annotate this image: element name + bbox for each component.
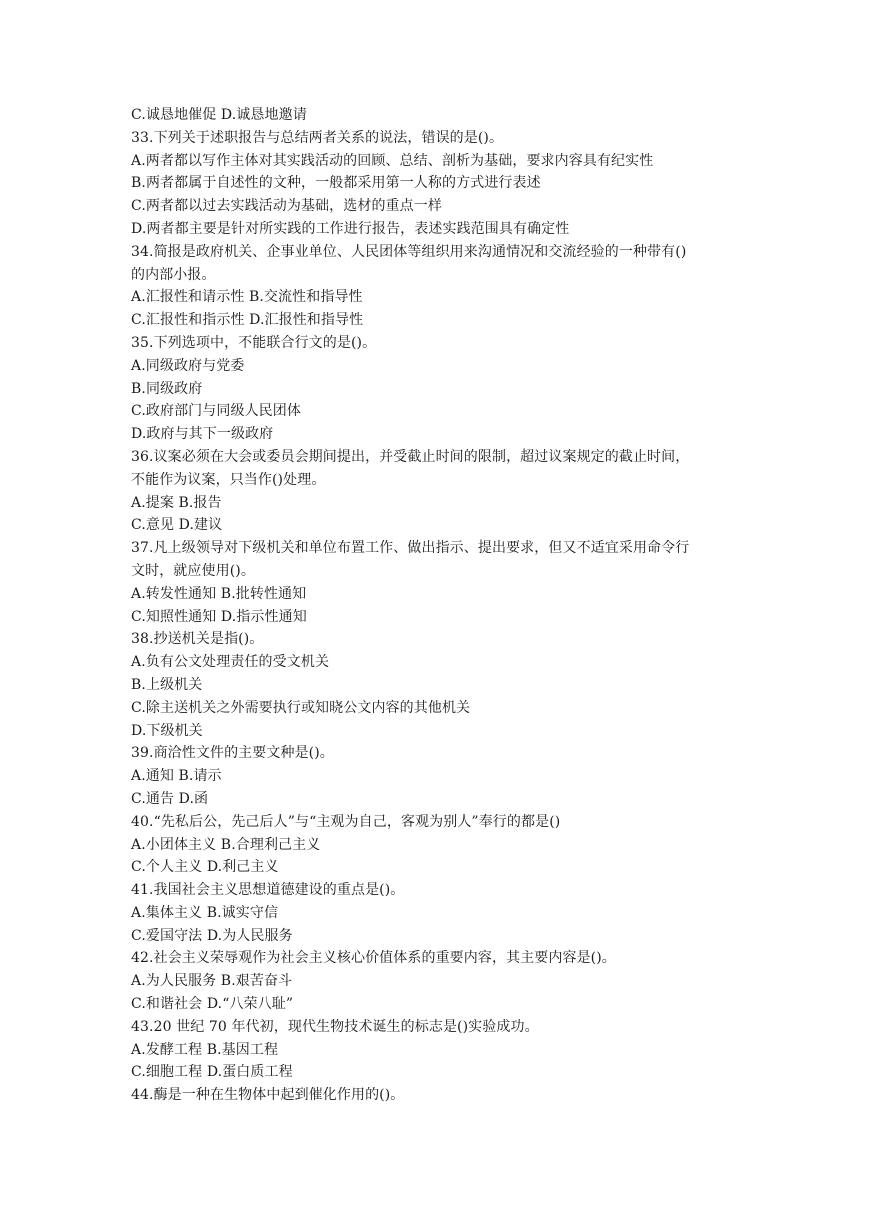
text-line: 38.抄送机关是指()。 [131,631,264,648]
text-line: B.同级政府 [131,380,203,397]
text-line: 35.下列选项中，不能联合行文的是()。 [131,334,377,351]
text-line: A.发酵工程 B.基因工程 [131,1041,279,1058]
text-line: 41.我国社会主义思想道德建设的重点是()。 [131,882,405,899]
text-line: 34.简报是政府机关、企事业单位、人民团体等组织用来沟通情况和交流经验的一种带有() [131,243,687,260]
text-line: A.提案 B.报告 [131,494,222,511]
text-line: A.两者都以写作主体对其实践活动的回顾、总结、剖析为基础，要求内容具有纪实性 [131,152,654,169]
text-line: D.政府与其下一级政府 [131,426,274,443]
text-line: A.集体主义 B.诚实守信 [131,904,279,921]
text-line: A.通知 B.请示 [131,768,222,785]
text-line: C.汇报性和指示性 D.汇报性和指导性 [131,312,364,329]
text-line: D.两者都主要是针对所实践的工作进行报告，表述实践范围具有确定性 [131,220,570,237]
text-line: 不能作为议案，只当作()处理。 [131,471,326,488]
text-line: A.小团体主义 B.合理利己主义 [131,836,321,853]
text-line: A.汇报性和请示性 B.交流性和指导性 [131,289,363,306]
text-line: C.通告 D.函 [131,790,209,807]
text-line: C.政府部门与同级人民团体 [131,403,301,420]
text-line: C.意见 D.建议 [131,517,223,534]
text-line: 43.20 世纪 70 年代初，现代生物技术诞生的标志是()实验成功。 [131,1018,539,1035]
text-line: 的内部小报。 [131,266,216,283]
text-line: C.诚恳地催促 D.诚恳地邀请 [131,107,307,123]
document-page [131,104,741,1107]
text-line: B.上级机关 [131,676,203,693]
text-line: 37.凡上级领导对下级机关和单位布置工作、做出指示、提出要求，但又不适宜采用命令行 [131,540,690,557]
text-line: 39.商洽性文件的主要文种是()。 [131,745,334,762]
text-line: 33.下列关于述职报告与总结两者关系的说法，错误的是()。 [131,129,504,146]
text-line: A.同级政府与党委 [131,357,245,374]
text-line: 文时，就应使用()。 [131,562,255,579]
text-line: 42.社会主义荣辱观作为社会主义核心价值体系的重要内容，其主要内容是()。 [131,950,616,967]
text-line: 40.“先私后公，先己后人”与“主观为自己，客观为别人”奉行的都是() [131,813,561,830]
text-line: D.下级机关 [131,722,203,739]
text-line: A.转发性通知 B.批转性通知 [131,585,307,602]
text-line: C.细胞工程 D.蛋白质工程 [131,1064,293,1081]
text-line: C.知照性通知 D.指示性通知 [131,608,307,625]
text-line: C.除主送机关之外需要执行或知晓公文内容的其他机关 [131,699,471,716]
text-line: C.爱国守法 D.为人民服务 [131,927,293,944]
text-line: C.和谐社会 D.“八荣八耻” [131,996,294,1013]
text-line: C.个人主义 D.利己主义 [131,859,279,876]
text-line: 36.议案必须在大会或委员会期间提出，并受截止时间的限制，超过议案规定的截止时间， [131,448,690,465]
text-line: 44.酶是一种在生物体中起到催化作用的()。 [131,1087,405,1104]
text-line: A.负有公文处理责任的受文机关 [131,654,330,671]
text-line: B.两者都属于自述性的文种，一般都采用第一人称的方式进行表述 [131,175,541,192]
text-line: A.为人民服务 B.艰苦奋斗 [131,973,293,990]
text-line: C.两者都以过去实践活动为基础，选材的重点一样 [131,198,442,215]
